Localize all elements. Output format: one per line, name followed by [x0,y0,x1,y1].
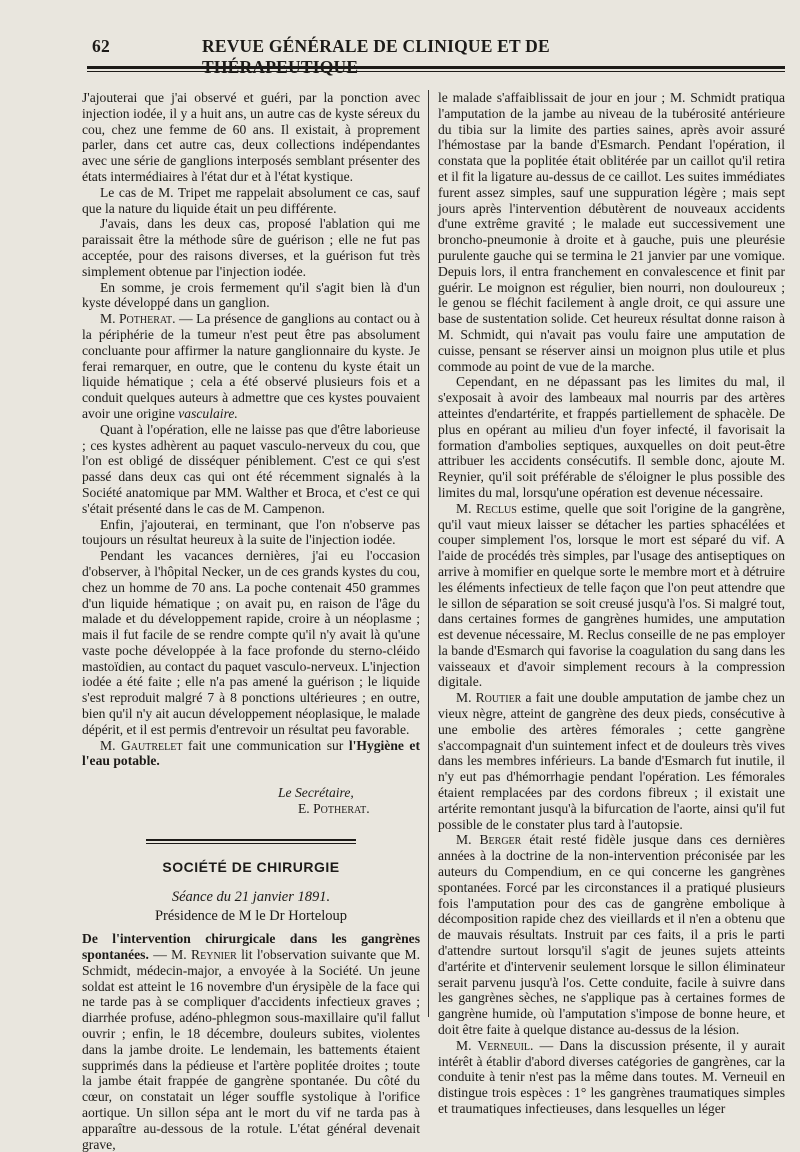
speaker-name: M. Verneuil. [456,1037,534,1053]
speaker-name: M. Berger [456,832,522,848]
page-number: 62 [92,36,110,56]
communication-title: l'Hygiène et l'eau potable. [82,737,420,769]
secretary-role: Le Secrétaire, [278,785,354,801]
speaker-name: Reynier [191,947,237,963]
dash: — M. [148,947,192,963]
running-title: REVUE GÉNÉRALE DE CLINIQUE ET DE THÉRAPEUTIQUE [202,36,550,77]
speaker-name: M. Potherat. [100,311,176,327]
section-rule-thick [146,839,356,841]
paragraph: le malade s'affaiblissait de jour en jour ; M. Schmidt pratiqua l'amputation de la jambe au niveau de la tubérosité antérieure du tibia sur la limite des parties saines, après avoir assuré l'hémostase par la bande d'Esmarch. Pendant l'opération, il constata que la poplitée était oblitérée par un caillot qu'il retira et il fit la ligature au-dessus de ce caillot. Les suites immédiates furent assez simples, sauf une suppuration légère ; mais sept jours après l'intervention débutèrent de nouveaux accidents d'une extrême gravité ; le malade eut successivement une broncho-pneumonie à droite et à gauche, puis une pleurésie purulente gauche qui se termina le 21 janvier par une vomique. Depuis lors, il entra franchement en convalescence et finit par guérir. Le moignon est régulier, bien nourri, non douloureux ; le genou se fléchit facilement à angle droit, ce qui assure une base de sustentation solide. Cet heureux résultat donne raison à M. Schmidt, qui n'avait pas voulu faire une amputation de cuisse, pensant se réserver ainsi un moignon plus utile et plus commode au point de vue de la marche. [438,90,785,374]
section-title: SOCIÉTÉ DE CHIRURGIE [162,858,340,875]
paragraph: Quant à l'opération, elle ne laisse pas que d'être laborieuse ; ces kystes adhèrent au paquet vasculo-nerveux du cou, que l'on est obligé de disséquer péniblement. C'est ce qui s'est passé dans deux cas qui ont été récemment signalés à la Société anatomique par MM. Walther et Broca, et c'est ce qui s'était présenté dans le cas de M. Campenon. [82,421,420,516]
section-rule-thin [146,843,356,844]
paragraph-text: a fait une double amputation de jambe chez un vieux nègre, atteint de gangrène des deux pieds, consécutive à une embolie des artères fémorales ; cette gangrène s'accompagnait d'un suintement infect et de douleurs très vives dans les membres inférieurs. La bande d'Esmarch fut inutile, il n'y eut pas d'hémorrhagie pendant l'opération. Les fémorales étaient remplacées par des cordons fibreux ; il existait une artérite remontant jusqu'à la bifurcation de l'aorte, ainsi qu'il fut possible de le constater plus tard à l'autopsie. [438,690,785,832]
paragraph: J'avais, dans les deux cas, proposé l'ablation qui me paraissait être la méthode sûre de guérison ; elle ne fut pas acceptée, pour des raisons diverses, et la guérison fut très simplement obtenue par l'injection iodée. [82,216,420,279]
paragraph [438,832,785,1037]
paragraph: J'ajouterai que j'ai observé et guéri, par la ponction avec injection iodée, il y a huit ans, un autre cas de kyste séreux du cou, chez une femme de 60 ans. Il existait, à proprement parler, dans cet autre cas, deux collections indépendantes avec une série de ganglions interposés semblant présenter des états intermédiaires à l'état dur et à l'état kystique. [82,90,420,184]
paragraph: Cependant, en ne dépassant pas les limites du mal, il s'exposait à avoir des lambeaux mal nourris par des artères atteintes d'endartérite, et frappés partiellement de sphacèle. De plus en opérant au milieu d'un foyer infecté, il favorisait la formation d'ambolies septiques, auxquelles on doit peut-être attribuer les accidents consécutifs. Il semble donc, ajoute M. Reynier, qu'il soit préférable de s'éloigner le plus possible des limites du mal, lorsqu'une opération est devenue nécessaire. [438,374,785,500]
italic-term: vasculaire. [178,405,238,421]
paragraph: Enfin, j'ajouterai, en terminant, que l'on n'observe pas toujours un résultat heureux à la suite de l'injection iodée. [82,516,420,548]
header-rule-thick [87,66,785,69]
left-column [82,90,420,1152]
paragraph [438,501,785,691]
right-column [438,90,785,1117]
signature-block [82,785,420,817]
column-divider [428,90,429,1017]
paragraph [438,690,785,832]
paragraph-text: lit l'observation suivante que M. Schmidt, médecin-major, a envoyée à la Société. Un jeune soldat est atteint le 16 novembre d'un érysipèle de la face qui ne tarde pas à se compliquer d'accidents infectieux graves ; diarrhée profuse, adéno-phlegmon sous-maxillaire qu'il fallut ouvrir ; enfin, le 18 décembre, douleurs subites, violentes dans la jambe droite. Le lendemain, les battements étaient supprimés dans la pédieuse et l'artère poplitée droites ; toute la jambe était frappée de gangrène spontanée. Du côté du cœur, on constatait un léger souffle systolique à l'orifice aortique. Un sillon sépa ant le mort du vif ne tarda pas à apparaître au-dessous de la rotule. L'état général devenait grave, [82,947,421,1152]
speaker-name: M. Routier [456,690,522,706]
paragraph: En somme, je crois fermement qu'il s'agit bien là d'un kyste développé dans un ganglion. [82,279,420,311]
paragraph [82,931,420,1152]
secretary-name: E. Potherat. [298,801,370,817]
paragraph-text: fait une communication sur [182,737,349,753]
presidency-line: Présidence de M le Dr Horteloup [154,908,348,925]
paragraph-text: était resté fidèle jusque dans ces dernières années à la doctrine de la non-intervention préconisée par les auteurs du Compendium, en ce qui concerne les gangrènes spontanées. Forcé par les circonstances il a pratiqué plusieurs fois l'amputation pour des cas de gangrène embolique à décomposition rapide chez des vieillards et il n'en a obtenu que de mauvais résultats. Instruit par ces faits, il a pris le parti d'attendre surtout lorsqu'il s'agit de jeunes sujets atteints d'artérite et d'intervenir seulement lorsque le sillon éliminateur serait parvenu jusqu'à l'os. Cette conduite, facile à suivre dans les gangrènes sèches, ne s'applique pas à certaines formes de gangrène humide, où l'amputation s'impose de bonne heure, et doit être faite à quelque distance au-dessus de la lésion. [438,832,785,1038]
speaker-name: M. Reclus [456,500,517,516]
paragraph-text: estime, quelle que soit l'origine de la gangrène, qu'il vaut mieux laisser se détacher les parties sphacélées et couper simplement l'os, lorsque le mort est séparé du vif. A l'aide de procédés très simples, par l'usage des antiseptiques on arrive à momifier en quelque sorte le membre mort et à détruire les éléments infectieux de telle façon que l'on peut attendre que le sillon de séparation se soit creusé jusqu'à l'os. Si malgré tout, dans certaines formes de gangrènes humides, une amputation est devenue nécessaire, M. Reclus conseille de ne pas employer la bande d'Esmarch qui favorise la coagulation du sang dans les vaisseaux et d'avoir simplement recours à la compression digitale. [438,500,786,690]
session-date: Séance du 21 janvier 1891. [171,888,331,905]
speaker-name: M. Gautrelet [100,737,183,753]
subject-heading: De l'intervention chirurgicale dans les gangrènes spontanées. [82,931,420,963]
paragraph-text: — Dans la discussion présente, il y aurait intérêt à établir d'abord diverses catégories de gangrènes, car la conduite à tenir n'est pas la même dans toutes. M. Verneuil en distingue trois espèces : 1° les gangrènes traumatiques simples et traumatiques infectieuses, dans lesquelles un léger [438,1037,786,1116]
paragraph [82,738,420,770]
paragraph [82,311,420,422]
header-rule-thin [87,71,785,72]
paragraph-text: — La présence de ganglions au contact ou à la périphérie de la tumeur n'est peut être pas absolument concluante pour affirmer la nature ganglionnaire du kyste. Je ferai remarquer, en outre, que le contenu du kyste était un liquide hématique ; cela a été observé plusieurs fois et a conduit quelques auteurs à admettre que ces kystes pouvaient avoir une origine [82,311,420,421]
paragraph [438,1038,785,1117]
paragraph: Pendant les vacances dernières, j'ai eu l'occasion d'observer, à l'hôpital Necker, un de ces grands kystes du cou, chez un homme de 70 ans. La poche contenait 450 grammes d'un liquide hématique ; on avait pu, en raison de l'âge du malade et du développement rapide, croire à un néoplasme ; mais il fut facile de se rendre compte qu'il n'y avait là qu'une vaste poche développée à la face profonde du sterno-cléido mastoïdien, au contact du paquet vasculo-nerveux. L'injection iodée a été faite ; elle n'a pas amené la guérison ; le liquide s'est reproduit malgré 7 à 8 ponctions ultérieures ; en outre, bien qu'il n'y ait aucun développement néoplasique, le malade dépérit, et il est permis d'entrevoir un résultat peu favorable. [82,548,420,737]
paragraph: Le cas de M. Tripet me rappelait absolument ce cas, sauf que la nature du liquide était un peu différente. [82,184,420,216]
running-header [92,36,702,77]
